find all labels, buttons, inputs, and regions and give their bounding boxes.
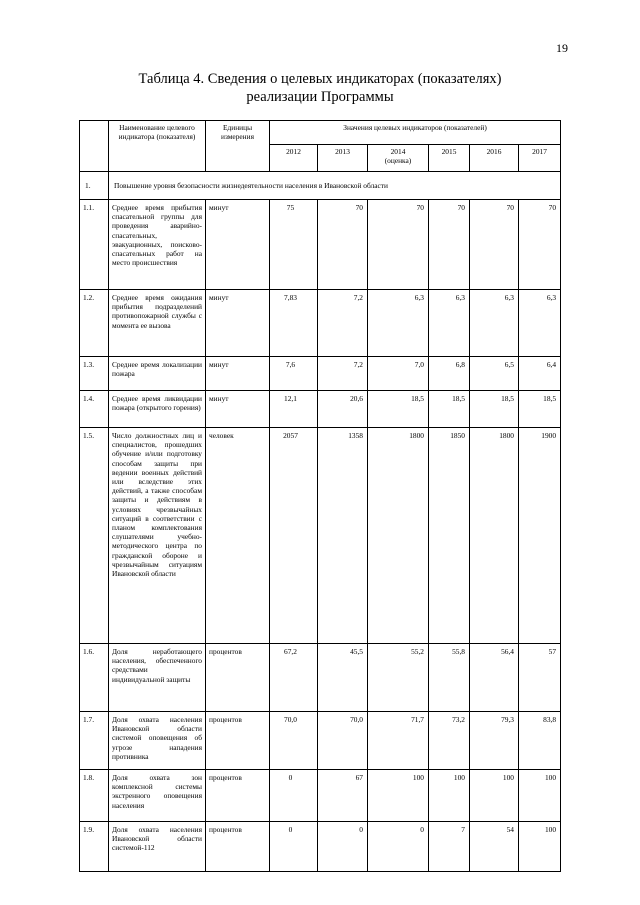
row-value: 75 bbox=[270, 200, 318, 290]
row-value: 70,0 bbox=[318, 712, 368, 770]
row-value: 83,8 bbox=[519, 712, 561, 770]
table-row bbox=[80, 822, 561, 872]
row-indicator: Доля неработающего населения, обеспеченного средствами индивидуальной защиты bbox=[109, 644, 206, 712]
header-year: 2012 bbox=[270, 145, 318, 172]
row-value: 7 bbox=[429, 822, 470, 872]
row-value: 7,2 bbox=[318, 290, 368, 357]
row-unit: процентов bbox=[206, 770, 270, 822]
row-value: 6,4 bbox=[519, 357, 561, 391]
table-title-line-2: реализации Программы bbox=[246, 89, 394, 105]
row-unit: минут bbox=[206, 357, 270, 391]
row-indicator: Среднее время ожидания прибытия подразделений противопожарной службы с момента ее вызова bbox=[109, 290, 206, 357]
row-value: 0 bbox=[270, 770, 318, 822]
table-row bbox=[80, 391, 561, 428]
row-value: 0 bbox=[318, 822, 368, 872]
row-value: 12,1 bbox=[270, 391, 318, 428]
row-indicator: Среднее время прибытия спасательной группы для проведения аварийно-спасательных, эвакуационных, поисково-спасательных работ на место происшествия bbox=[109, 200, 206, 290]
row-value: 57 bbox=[519, 644, 561, 712]
row-unit: минут bbox=[206, 391, 270, 428]
row-value: 6,8 bbox=[429, 357, 470, 391]
table-row bbox=[80, 770, 561, 822]
table-row bbox=[80, 200, 561, 290]
row-value: 70 bbox=[318, 200, 368, 290]
row-value: 6,5 bbox=[470, 357, 519, 391]
row-number: 1.9. bbox=[80, 822, 109, 872]
row-indicator: Среднее время локализации пожара bbox=[109, 357, 206, 391]
row-unit: процентов bbox=[206, 712, 270, 770]
row-number: 1.4. bbox=[80, 391, 109, 428]
row-value: 55,2 bbox=[368, 644, 429, 712]
table-row bbox=[80, 290, 561, 357]
row-unit: минут bbox=[206, 200, 270, 290]
row-value: 20,6 bbox=[318, 391, 368, 428]
table-row bbox=[80, 357, 561, 391]
row-value: 18,5 bbox=[470, 391, 519, 428]
row-value: 70,0 bbox=[270, 712, 318, 770]
row-value: 67,2 bbox=[270, 644, 318, 712]
row-value: 1900 bbox=[519, 428, 561, 644]
row-value: 70 bbox=[519, 200, 561, 290]
row-value: 71,7 bbox=[368, 712, 429, 770]
row-value: 70 bbox=[368, 200, 429, 290]
row-value: 79,3 bbox=[470, 712, 519, 770]
row-value: 1800 bbox=[368, 428, 429, 644]
row-unit: человек bbox=[206, 428, 270, 644]
page-number: 19 bbox=[556, 41, 568, 55]
row-indicator: Доля охвата зон комплексной системы экстренного оповещения населения bbox=[109, 770, 206, 822]
row-value: 100 bbox=[368, 770, 429, 822]
row-value: 7,0 bbox=[368, 357, 429, 391]
table-row bbox=[80, 644, 561, 712]
row-value: 100 bbox=[470, 770, 519, 822]
header-year: 2014 (оценка) bbox=[368, 145, 429, 172]
row-number: 1.7. bbox=[80, 712, 109, 770]
header-indicator: Наименование целевого индикатора (показателя) bbox=[109, 121, 206, 172]
row-unit: процентов bbox=[206, 822, 270, 872]
indicators-table bbox=[79, 120, 561, 872]
row-value: 7,6 bbox=[270, 357, 318, 391]
header-year: 2016 bbox=[470, 145, 519, 172]
row-value: 100 bbox=[429, 770, 470, 822]
row-number: 1.2. bbox=[80, 290, 109, 357]
section-number: 1. bbox=[80, 172, 109, 200]
row-value: 67 bbox=[318, 770, 368, 822]
row-value: 18,5 bbox=[429, 391, 470, 428]
table-title bbox=[0, 70, 640, 106]
row-value: 100 bbox=[519, 822, 561, 872]
row-value: 56,4 bbox=[470, 644, 519, 712]
row-value: 6,3 bbox=[519, 290, 561, 357]
header-year: 2013 bbox=[318, 145, 368, 172]
row-value: 45,5 bbox=[318, 644, 368, 712]
header-year: 2017 bbox=[519, 145, 561, 172]
table-row bbox=[80, 712, 561, 770]
row-value: 0 bbox=[368, 822, 429, 872]
table-title-line-1: Таблица 4. Сведения о целевых индикаторах (показателях) bbox=[138, 71, 502, 87]
row-value: 70 bbox=[429, 200, 470, 290]
row-indicator: Число должностных лиц и специалистов, прошедших обучение и/или подготовку способам защиты при ведении военных действий или вследствие этих действий, а также способам защиты и действиям в условиях чрезвычайных ситуаций в соответствии с планом комплектования слушателями учебно-методического центра по гражданской обороне и чрезвычайным ситуациям Ивановской области bbox=[109, 428, 206, 644]
row-value: 55,8 bbox=[429, 644, 470, 712]
row-indicator: Среднее время ликвидации пожара (открытого горения) bbox=[109, 391, 206, 428]
row-value: 6,3 bbox=[429, 290, 470, 357]
header-num-cell bbox=[80, 121, 109, 172]
header-values: Значения целевых индикаторов (показателей) bbox=[270, 121, 561, 145]
section-title: Повышение уровня безопасности жизнедеятельности населения в Ивановской области bbox=[109, 172, 561, 200]
row-unit: минут bbox=[206, 290, 270, 357]
row-value: 7,2 bbox=[318, 357, 368, 391]
row-value: 100 bbox=[519, 770, 561, 822]
table-row bbox=[80, 428, 561, 644]
row-value: 0 bbox=[270, 822, 318, 872]
row-value: 6,3 bbox=[470, 290, 519, 357]
row-number: 1.3. bbox=[80, 357, 109, 391]
row-value: 54 bbox=[470, 822, 519, 872]
row-value: 6,3 bbox=[368, 290, 429, 357]
row-number: 1.6. bbox=[80, 644, 109, 712]
row-indicator: Доля охвата населения Ивановской области системой-112 bbox=[109, 822, 206, 872]
row-number: 1.1. bbox=[80, 200, 109, 290]
row-value: 73,2 bbox=[429, 712, 470, 770]
row-value: 70 bbox=[470, 200, 519, 290]
row-unit: процентов bbox=[206, 644, 270, 712]
row-indicator: Доля охвата населения Ивановской области системой оповещения об угрозе нападения противника bbox=[109, 712, 206, 770]
row-value: 2057 bbox=[270, 428, 318, 644]
row-value: 7,83 bbox=[270, 290, 318, 357]
row-value: 18,5 bbox=[368, 391, 429, 428]
row-value: 18,5 bbox=[519, 391, 561, 428]
row-value: 1850 bbox=[429, 428, 470, 644]
header-year: 2015 bbox=[429, 145, 470, 172]
row-number: 1.5. bbox=[80, 428, 109, 644]
header-unit: Единицы измерения bbox=[206, 121, 270, 172]
row-value: 1358 bbox=[318, 428, 368, 644]
row-value: 1800 bbox=[470, 428, 519, 644]
row-number: 1.8. bbox=[80, 770, 109, 822]
